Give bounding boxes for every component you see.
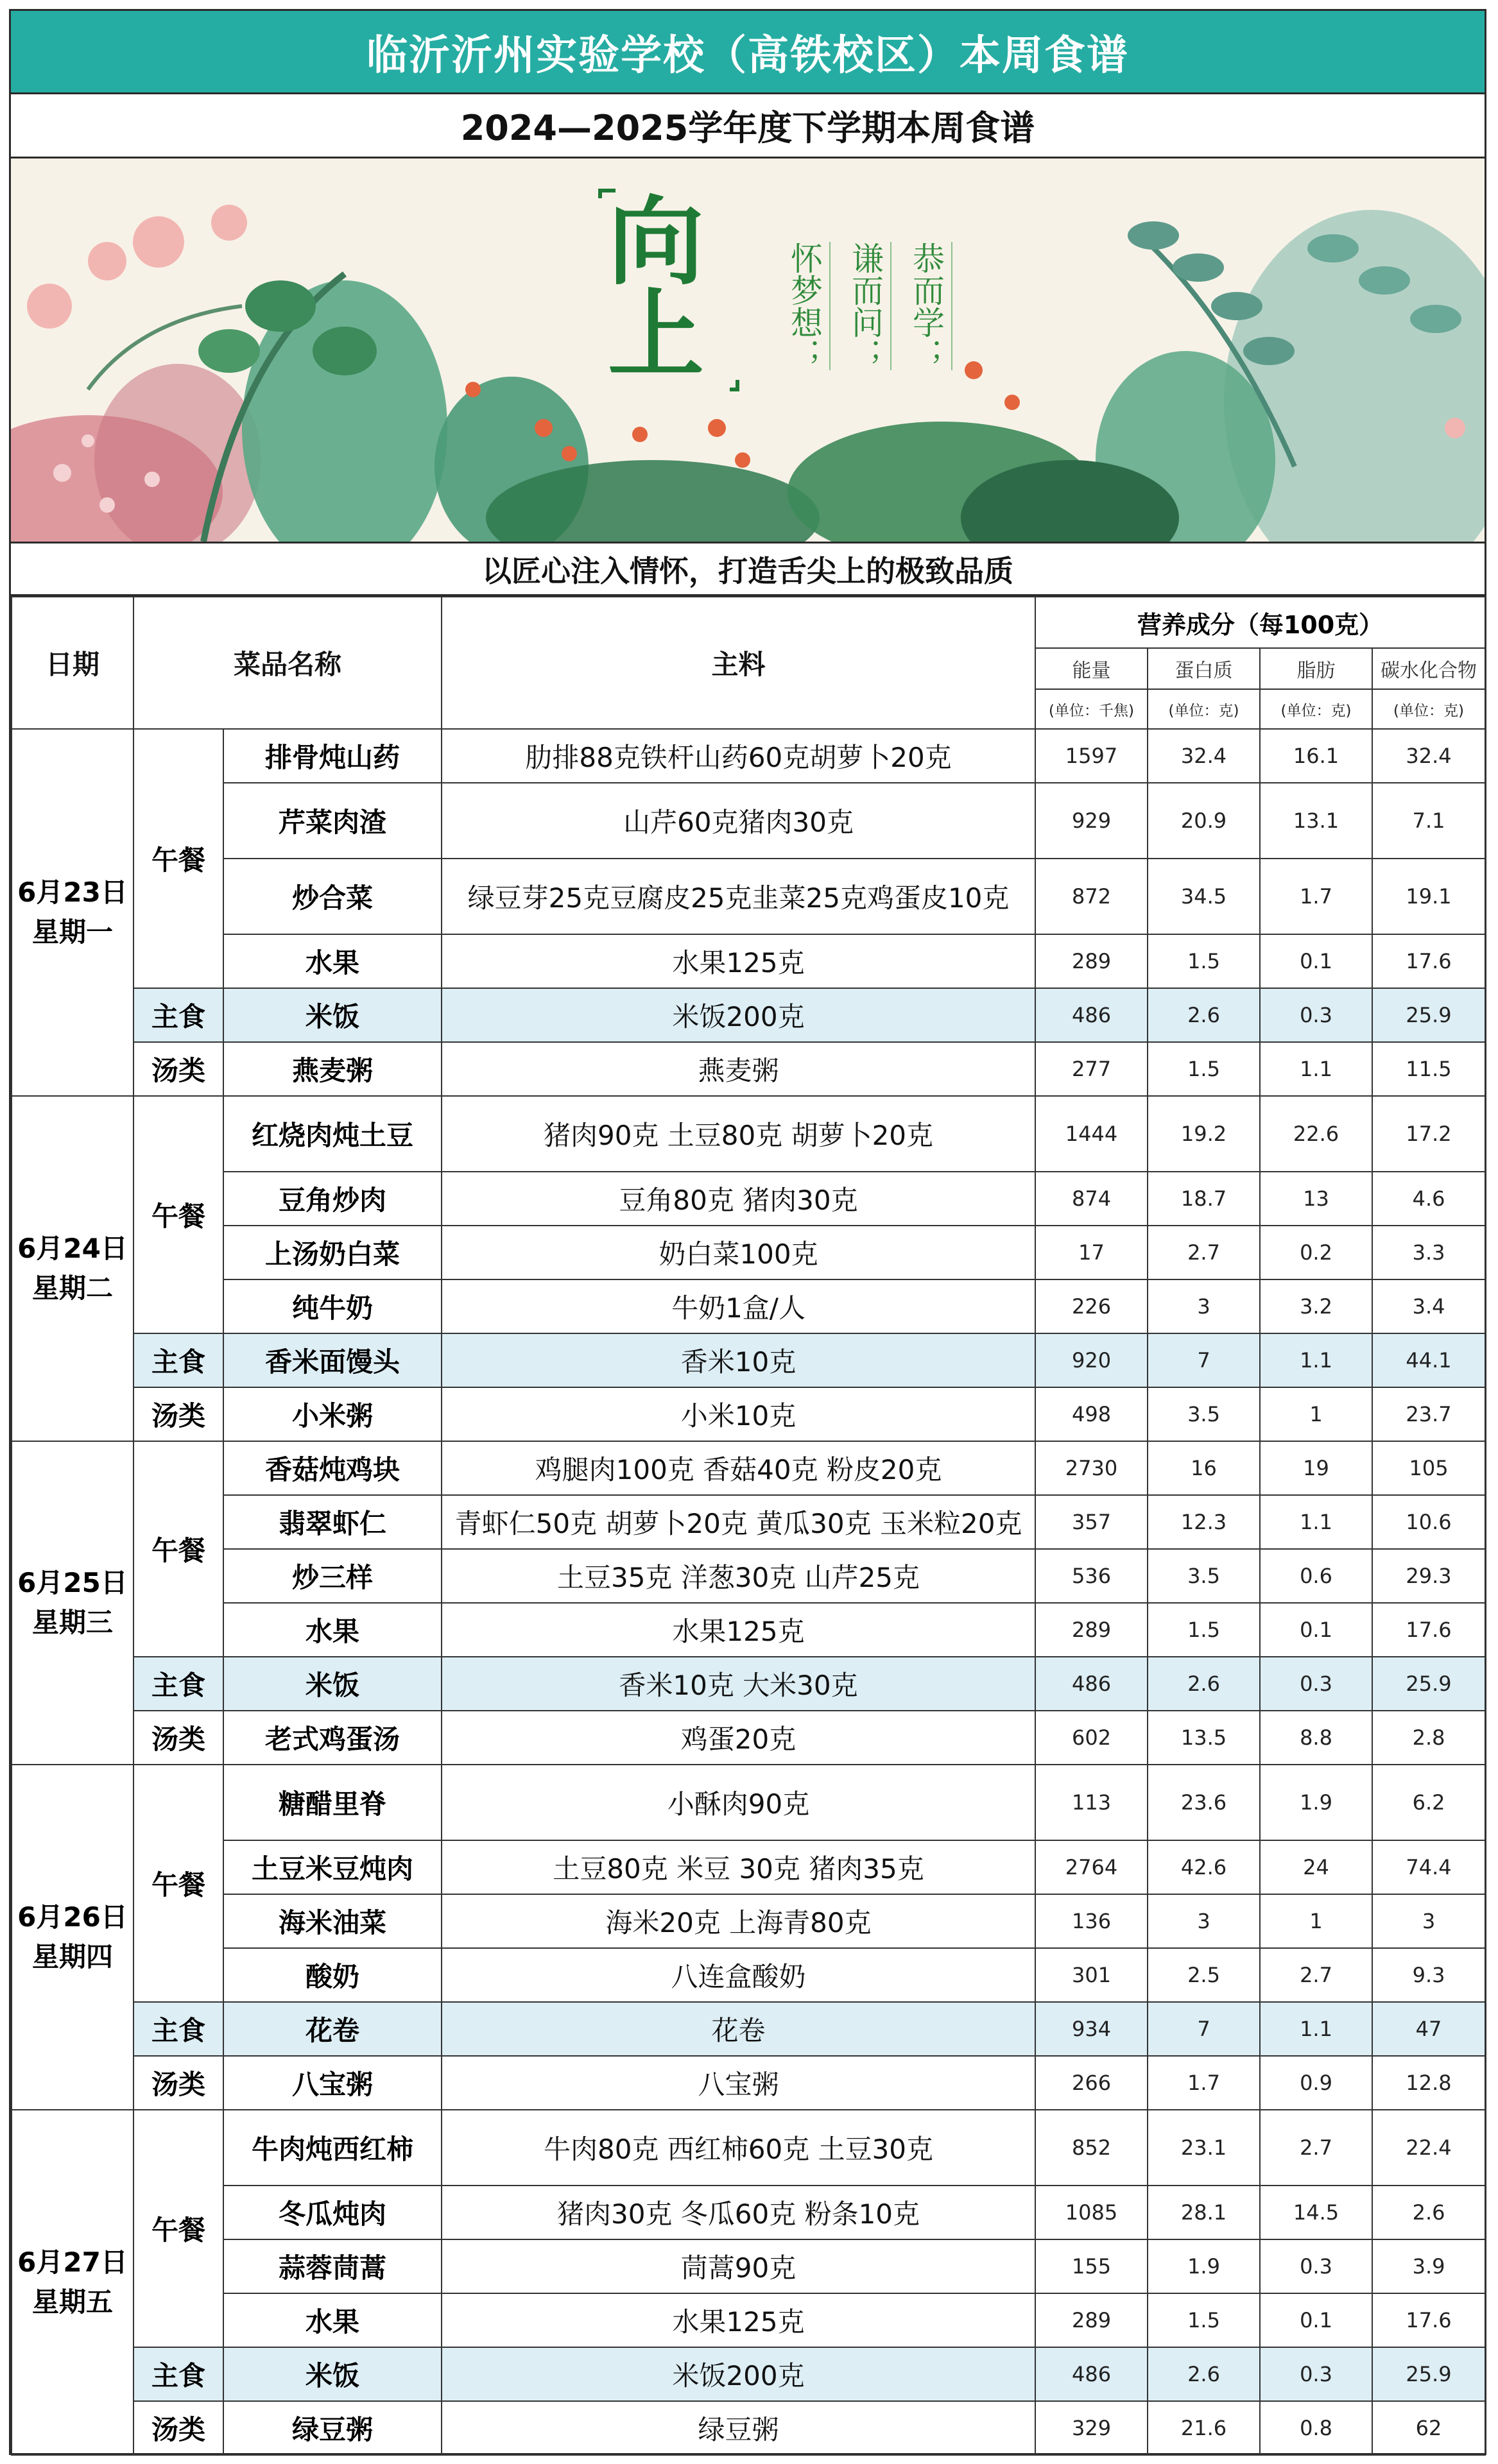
banner-verse-3: 怀梦想；	[786, 242, 823, 370]
menu-row	[12, 1441, 1485, 1495]
dish-name: 豆角炒肉	[223, 1172, 442, 1226]
ingredients: 香米10克	[442, 1333, 1035, 1387]
carbs-value: 4.6	[1372, 1172, 1485, 1226]
meal-label-lunch: 午餐	[133, 729, 223, 988]
fat-value: 0.2	[1260, 1226, 1372, 1279]
ingredients: 猪肉30克 冬瓜60克 粉条10克	[442, 2186, 1035, 2239]
dish-name: 蒜蓉茼蒿	[223, 2239, 442, 2293]
carbs-value: 10.6	[1372, 1495, 1485, 1549]
slogan: 以匠心注入情怀，打造舌尖上的极致品质	[11, 543, 1485, 596]
protein-value: 7	[1148, 1333, 1260, 1387]
menu-row	[12, 1840, 1485, 1894]
energy-value: 486	[1035, 988, 1148, 1042]
ingredients: 香米10克 大米30克	[442, 1657, 1035, 1711]
meal-label-soup: 汤类	[133, 2401, 223, 2455]
menu-row	[12, 1279, 1485, 1333]
dish-name: 米饭	[223, 1657, 442, 1711]
ingredients: 小米10克	[442, 1387, 1035, 1441]
energy-value: 498	[1035, 1387, 1148, 1441]
date-text: 6月27日	[17, 2246, 128, 2278]
menu-row	[12, 1894, 1485, 1948]
dish-name: 水果	[223, 2293, 442, 2347]
ingredients: 小酥肉90克	[442, 1765, 1035, 1840]
header-nutrition: 营养成分（每100克）	[1035, 597, 1485, 648]
date-cell	[12, 1096, 133, 1441]
date-cell	[12, 1441, 133, 1765]
dish-name: 上汤奶白菜	[223, 1226, 442, 1279]
fat-value: 1.9	[1260, 1765, 1372, 1840]
ingredients: 米饭200克	[442, 988, 1035, 1042]
page-title: 临沂沂州实验学校（高铁校区）本周食谱	[11, 11, 1485, 94]
dish-name: 红烧肉炖土豆	[223, 1096, 442, 1172]
carbs-value: 19.1	[1372, 859, 1485, 934]
menu-row	[12, 1096, 1485, 1172]
dish-name: 酸奶	[223, 1948, 442, 2002]
energy-value: 2730	[1035, 1441, 1148, 1495]
carbs-value: 25.9	[1372, 1657, 1485, 1711]
fat-value: 13	[1260, 1172, 1372, 1226]
energy-value: 289	[1035, 934, 1148, 988]
energy-value: 155	[1035, 2239, 1148, 2293]
header-ingredients: 主料	[442, 597, 1035, 729]
meal-label-lunch: 午餐	[133, 1096, 223, 1333]
protein-value: 2.5	[1148, 1948, 1260, 2002]
energy-value: 874	[1035, 1172, 1148, 1226]
carbs-value: 62	[1372, 2401, 1485, 2455]
protein-value: 1.7	[1148, 2056, 1260, 2110]
protein-value: 2.6	[1148, 2347, 1260, 2401]
menu-row	[12, 1948, 1485, 2002]
energy-value: 301	[1035, 1948, 1148, 2002]
banner-big-char-1: 向	[608, 185, 705, 298]
banner-verse-divider	[890, 242, 891, 370]
carbs-value: 25.9	[1372, 988, 1485, 1042]
protein-value: 21.6	[1148, 2401, 1260, 2455]
energy-value: 1597	[1035, 729, 1148, 783]
ingredients: 水果125克	[442, 1603, 1035, 1657]
protein-value: 18.7	[1148, 1172, 1260, 1226]
menu-row	[12, 1657, 1485, 1711]
carbs-value: 6.2	[1372, 1765, 1485, 1840]
carbs-value: 44.1	[1372, 1333, 1485, 1387]
carbs-value: 17.6	[1372, 1603, 1485, 1657]
header-carbs-unit: (单位：克)	[1372, 689, 1485, 729]
fat-value: 19	[1260, 1441, 1372, 1495]
ingredients: 水果125克	[442, 934, 1035, 988]
meal-label-staple: 主食	[133, 988, 223, 1042]
fat-value: 0.1	[1260, 2293, 1372, 2347]
fat-value: 16.1	[1260, 729, 1372, 783]
fat-value: 0.1	[1260, 1603, 1372, 1657]
menu-row	[12, 2347, 1485, 2401]
protein-value: 20.9	[1148, 783, 1260, 859]
ingredients: 土豆35克 洋葱30克 山芹25克	[442, 1549, 1035, 1603]
protein-value: 2.7	[1148, 1226, 1260, 1279]
fat-value: 0.6	[1260, 1549, 1372, 1603]
dish-name: 芹菜肉渣	[223, 783, 442, 859]
carbs-value: 12.8	[1372, 2056, 1485, 2110]
menu-row	[12, 1172, 1485, 1226]
menu-poster	[9, 9, 1486, 2455]
carbs-value: 3.3	[1372, 1226, 1485, 1279]
carbs-value: 3.4	[1372, 1279, 1485, 1333]
protein-value: 23.6	[1148, 1765, 1260, 1840]
meal-label-staple: 主食	[133, 2347, 223, 2401]
ingredients: 茼蒿90克	[442, 2239, 1035, 2293]
carbs-value: 3.9	[1372, 2239, 1485, 2293]
dish-name: 牛肉炖西红柿	[223, 2110, 442, 2186]
date-text: 6月26日	[17, 1901, 128, 1933]
protein-value: 32.4	[1148, 729, 1260, 783]
carbs-value: 105	[1372, 1441, 1485, 1495]
energy-value: 934	[1035, 2002, 1148, 2056]
dish-name: 冬瓜炖肉	[223, 2186, 442, 2239]
meal-label-lunch: 午餐	[133, 1441, 223, 1657]
energy-value: 226	[1035, 1279, 1148, 1333]
energy-value: 136	[1035, 1894, 1148, 1948]
carbs-value: 3	[1372, 1894, 1485, 1948]
menu-row	[12, 1387, 1485, 1441]
protein-value: 13.5	[1148, 1711, 1260, 1765]
menu-row	[12, 1549, 1485, 1603]
carbs-value: 47	[1372, 2002, 1485, 2056]
date-text: 6月25日	[17, 1567, 128, 1598]
dish-name: 花卷	[223, 2002, 442, 2056]
energy-value: 920	[1035, 1333, 1148, 1387]
menu-row	[12, 1333, 1485, 1387]
energy-value: 17	[1035, 1226, 1148, 1279]
header-protein: 蛋白质	[1148, 648, 1260, 689]
energy-value: 602	[1035, 1711, 1148, 1765]
protein-value: 23.1	[1148, 2110, 1260, 2186]
carbs-value: 17.2	[1372, 1096, 1485, 1172]
dish-name: 水果	[223, 1603, 442, 1657]
ingredients: 土豆80克 米豆 30克 猪肉35克	[442, 1840, 1035, 1894]
fat-value: 13.1	[1260, 783, 1372, 859]
fat-value: 2.7	[1260, 2110, 1372, 2186]
weekday-text: 星期四	[31, 1941, 113, 1972]
protein-value: 3.5	[1148, 1549, 1260, 1603]
carbs-value: 29.3	[1372, 1549, 1485, 1603]
dish-name: 绿豆粥	[223, 2401, 442, 2455]
fat-value: 1.1	[1260, 2002, 1372, 2056]
energy-value: 852	[1035, 2110, 1148, 2186]
menu-row	[12, 988, 1485, 1042]
fat-value: 0.3	[1260, 1657, 1372, 1711]
protein-value: 2.6	[1148, 988, 1260, 1042]
protein-value: 12.3	[1148, 1495, 1260, 1549]
header-date: 日期	[12, 597, 133, 729]
protein-value: 3	[1148, 1894, 1260, 1948]
ingredients: 牛肉80克 西红柿60克 土豆30克	[442, 2110, 1035, 2186]
menu-row	[12, 1226, 1485, 1279]
menu-row	[12, 1711, 1485, 1765]
banner-verse-2: 谦而问；	[847, 242, 884, 370]
energy-value: 329	[1035, 2401, 1148, 2455]
dish-name: 水果	[223, 934, 442, 988]
protein-value: 1.5	[1148, 934, 1260, 988]
date-text: 6月23日	[17, 877, 128, 908]
ingredients: 鸡蛋20克	[442, 1711, 1035, 1765]
protein-value: 3	[1148, 1279, 1260, 1333]
protein-value: 2.6	[1148, 1657, 1260, 1711]
menu-table	[11, 596, 1486, 2456]
ingredients: 肋排88克铁杆山药60克胡萝卜20克	[442, 729, 1035, 783]
dish-name: 米饭	[223, 2347, 442, 2401]
ingredients: 米饭200克	[442, 2347, 1035, 2401]
fat-value: 0.3	[1260, 2347, 1372, 2401]
menu-row	[12, 934, 1485, 988]
ingredients: 八连盒酸奶	[442, 1948, 1035, 2002]
ingredients: 山芹60克猪肉30克	[442, 783, 1035, 859]
energy-value: 1444	[1035, 1096, 1148, 1172]
fat-value: 1.1	[1260, 1495, 1372, 1549]
dish-name: 土豆米豆炖肉	[223, 1840, 442, 1894]
ingredients: 燕麦粥	[442, 1042, 1035, 1096]
ingredients: 猪肉90克 土豆80克 胡萝卜20克	[442, 1096, 1035, 1172]
menu-row	[12, 729, 1485, 783]
protein-value: 28.1	[1148, 2186, 1260, 2239]
menu-row	[12, 1495, 1485, 1549]
banner-verse-1: 恭而学；	[908, 242, 945, 370]
menu-row	[12, 2293, 1485, 2347]
protein-value: 42.6	[1148, 1840, 1260, 1894]
carbs-value: 17.6	[1372, 934, 1485, 988]
menu-row	[12, 2239, 1485, 2293]
fat-value: 0.1	[1260, 934, 1372, 988]
header-fat-unit: (单位：克)	[1260, 689, 1372, 729]
carbs-value: 32.4	[1372, 729, 1485, 783]
fat-value: 2.7	[1260, 1948, 1372, 2002]
ingredients: 八宝粥	[442, 2056, 1035, 2110]
protein-value: 1.5	[1148, 1042, 1260, 1096]
fat-value: 0.9	[1260, 2056, 1372, 2110]
energy-value: 1085	[1035, 2186, 1148, 2239]
ingredients: 花卷	[442, 2002, 1035, 2056]
weekday-text: 星期一	[31, 916, 113, 948]
date-cell	[12, 1765, 133, 2110]
dish-name: 香米面馒头	[223, 1333, 442, 1387]
header-carbs: 碳水化合物	[1372, 648, 1485, 689]
banner-verse-divider	[951, 242, 952, 370]
fat-value: 8.8	[1260, 1711, 1372, 1765]
page-subtitle: 2024—2025学年度下学期本周食谱	[11, 94, 1485, 158]
menu-row	[12, 2401, 1485, 2455]
energy-value: 277	[1035, 1042, 1148, 1096]
dish-name: 八宝粥	[223, 2056, 442, 2110]
carbs-value: 25.9	[1372, 2347, 1485, 2401]
menu-row	[12, 2056, 1485, 2110]
ingredients: 牛奶1盒/人	[442, 1279, 1035, 1333]
banner-verse-divider	[829, 242, 831, 370]
fat-value: 1.1	[1260, 1333, 1372, 1387]
meal-label-lunch: 午餐	[133, 2110, 223, 2347]
header-protein-unit: (单位：克)	[1148, 689, 1260, 729]
dish-name: 炒合菜	[223, 859, 442, 934]
energy-value: 536	[1035, 1549, 1148, 1603]
fat-value: 3.2	[1260, 1279, 1372, 1333]
energy-value: 2764	[1035, 1840, 1148, 1894]
weekday-text: 星期五	[31, 2286, 113, 2318]
carbs-value: 23.7	[1372, 1387, 1485, 1441]
ingredients: 水果125克	[442, 2293, 1035, 2347]
dish-name: 炒三样	[223, 1549, 442, 1603]
menu-row	[12, 859, 1485, 934]
protein-value: 7	[1148, 2002, 1260, 2056]
meal-label-staple: 主食	[133, 1657, 223, 1711]
carbs-value: 7.1	[1372, 783, 1485, 859]
meal-label-staple: 主食	[133, 2002, 223, 2056]
energy-value: 113	[1035, 1765, 1148, 1840]
carbs-value: 2.8	[1372, 1711, 1485, 1765]
header-dish: 菜品名称	[133, 597, 442, 729]
ingredients: 青虾仁50克 胡萝卜20克 黄瓜30克 玉米粒20克	[442, 1495, 1035, 1549]
meal-label-soup: 汤类	[133, 1711, 223, 1765]
ingredients: 海米20克 上海青80克	[442, 1894, 1035, 1948]
energy-value: 289	[1035, 1603, 1148, 1657]
fat-value: 1.1	[1260, 1042, 1372, 1096]
ingredients: 奶白菜100克	[442, 1226, 1035, 1279]
date-text: 6月24日	[17, 1233, 128, 1264]
dish-name: 香菇炖鸡块	[223, 1441, 442, 1495]
menu-row	[12, 1603, 1485, 1657]
fat-value: 14.5	[1260, 2186, 1372, 2239]
fat-value: 1	[1260, 1387, 1372, 1441]
ingredients: 绿豆粥	[442, 2401, 1035, 2455]
fat-value: 0.8	[1260, 2401, 1372, 2455]
menu-row	[12, 1042, 1485, 1096]
carbs-value: 74.4	[1372, 1840, 1485, 1894]
menu-row	[12, 1765, 1485, 1840]
protein-value: 34.5	[1148, 859, 1260, 934]
energy-value: 266	[1035, 2056, 1148, 2110]
carbs-value: 17.6	[1372, 2293, 1485, 2347]
dish-name: 翡翠虾仁	[223, 1495, 442, 1549]
fat-value: 0.3	[1260, 988, 1372, 1042]
weekday-text: 星期三	[31, 1607, 113, 1638]
ingredients: 鸡腿肉100克 香菇40克 粉皮20克	[442, 1441, 1035, 1495]
menu-row	[12, 2110, 1485, 2186]
dish-name: 米饭	[223, 988, 442, 1042]
energy-value: 872	[1035, 859, 1148, 934]
energy-value: 486	[1035, 1657, 1148, 1711]
energy-value: 357	[1035, 1495, 1148, 1549]
meal-label-soup: 汤类	[133, 1387, 223, 1441]
protein-value: 19.2	[1148, 1096, 1260, 1172]
meal-label-lunch: 午餐	[133, 1765, 223, 2002]
fat-value: 22.6	[1260, 1096, 1372, 1172]
dish-name: 燕麦粥	[223, 1042, 442, 1096]
energy-value: 289	[1035, 2293, 1148, 2347]
menu-row	[12, 2002, 1485, 2056]
date-cell	[12, 729, 133, 1096]
protein-value: 16	[1148, 1441, 1260, 1495]
menu-row	[12, 2186, 1485, 2239]
energy-value: 486	[1035, 2347, 1148, 2401]
header-energy: 能量	[1035, 648, 1148, 689]
protein-value: 1.9	[1148, 2239, 1260, 2293]
weekday-text: 星期二	[31, 1272, 113, 1304]
ingredients: 豆角80克 猪肉30克	[442, 1172, 1035, 1226]
date-cell	[12, 2110, 133, 2455]
protein-value: 3.5	[1148, 1387, 1260, 1441]
banner-illustration	[11, 158, 1485, 543]
dish-name: 糖醋里脊	[223, 1765, 442, 1840]
dish-name: 排骨炖山药	[223, 729, 442, 783]
meal-label-staple: 主食	[133, 1333, 223, 1387]
dish-name: 海米油菜	[223, 1894, 442, 1948]
meal-label-soup: 汤类	[133, 2056, 223, 2110]
dish-name: 纯牛奶	[223, 1279, 442, 1333]
dish-name: 小米粥	[223, 1387, 442, 1441]
menu-row	[12, 783, 1485, 859]
banner-big-char-2: 上	[608, 278, 705, 391]
dish-name: 老式鸡蛋汤	[223, 1711, 442, 1765]
header-fat: 脂肪	[1260, 648, 1372, 689]
fat-value: 1	[1260, 1894, 1372, 1948]
fat-value: 1.7	[1260, 859, 1372, 934]
protein-value: 1.5	[1148, 1603, 1260, 1657]
ingredients: 绿豆芽25克豆腐皮25克韭菜25克鸡蛋皮10克	[442, 859, 1035, 934]
header-energy-unit: (单位：千焦)	[1035, 689, 1148, 729]
carbs-value: 22.4	[1372, 2110, 1485, 2186]
meal-label-soup: 汤类	[133, 1042, 223, 1096]
carbs-value: 2.6	[1372, 2186, 1485, 2239]
fat-value: 24	[1260, 1840, 1372, 1894]
protein-value: 1.5	[1148, 2293, 1260, 2347]
fat-value: 0.3	[1260, 2239, 1372, 2293]
carbs-value: 11.5	[1372, 1042, 1485, 1096]
carbs-value: 9.3	[1372, 1948, 1485, 2002]
energy-value: 929	[1035, 783, 1148, 859]
